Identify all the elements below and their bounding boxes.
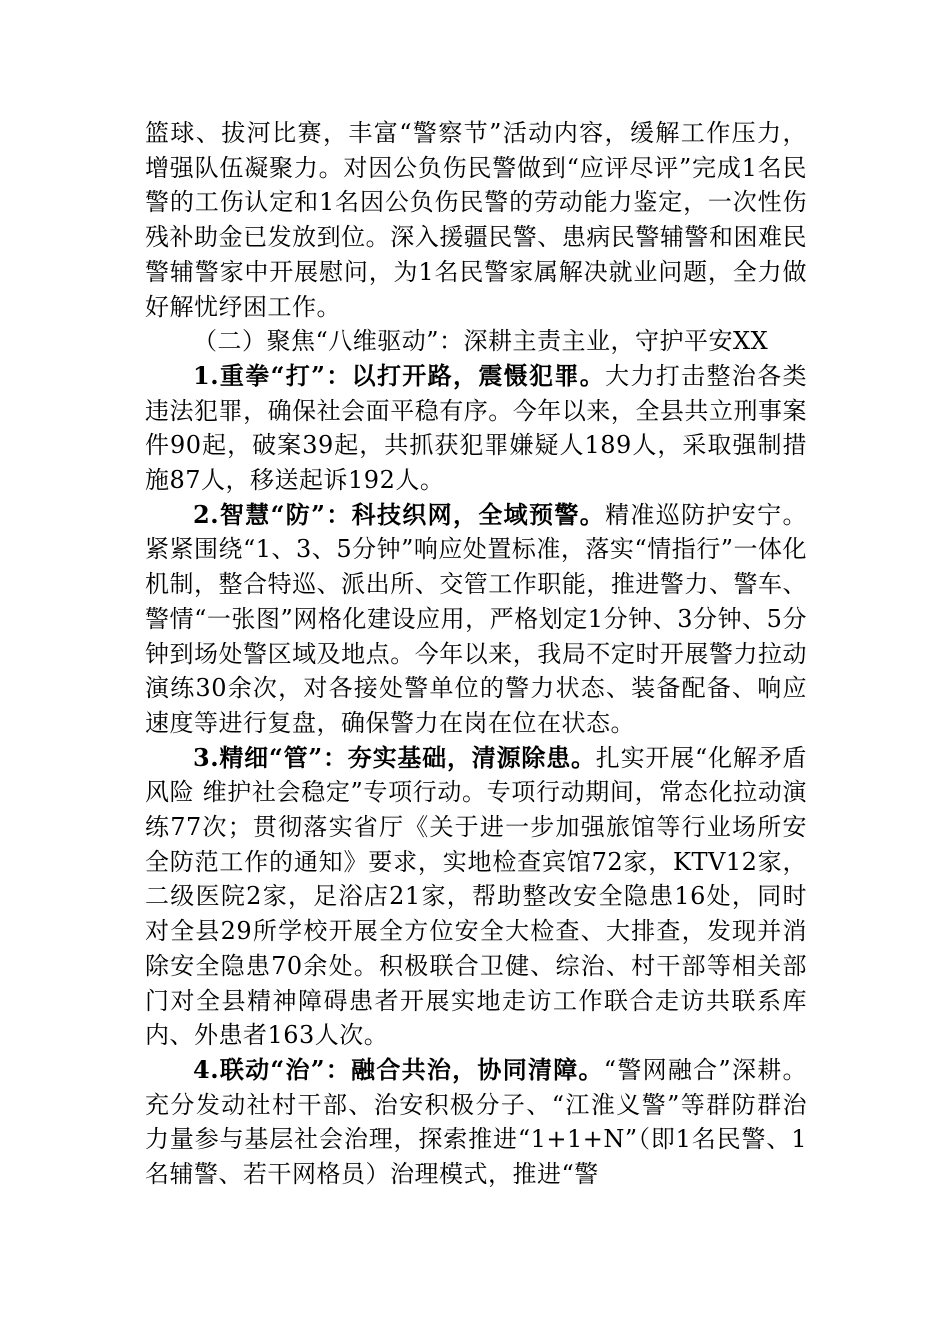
paragraph-lead: 4.联动“治”：融合共治，协同清障。 xyxy=(193,1054,604,1084)
section-heading xyxy=(145,324,807,359)
document-body xyxy=(145,116,807,1192)
paragraph-lead: 2.智慧“防”：科技织网，全域预警。 xyxy=(193,499,606,529)
paragraph-item-2 xyxy=(145,498,807,741)
paragraph-text: 扎实开展“化解矛盾风险 维护社会稳定”专项行动。专项行动期间，常态化拉动演练77次；贯彻落实省厅《关于进一步加强旅馆等行业场所安全防范工作的通知》要求，实地检查宾馆72家，KTV12家，二级医院2家，足浴店21家，帮助整改安全隐患16处，同时对全县29所学校开展全方位安全大检查、大排查，发现并消除安全隐患70余处。积极联合卫健、综治、村干部等相关部门对全县精神障碍患者开展实地走访工作联合走访共联系库内、外患者163人次。 xyxy=(145,743,807,1050)
paragraph-text: “警网融合”深耕。充分发动社村干部、治安积极分子、“江淮义警”等群防群治力量参与基层社会治理，探索推进“1+1+N”（即1名民警、1名辅警、若干网格员）治理模式，推进“警 xyxy=(145,1055,807,1189)
paragraph-continuation xyxy=(145,116,807,324)
paragraph-item-3 xyxy=(145,741,807,1053)
section-heading-text: （二）聚焦“八维驱动”：深耕主责主业，守护平安XX xyxy=(193,327,769,356)
paragraph-text: 篮球、拔河比赛，丰富“警察节”活动内容，缓解工作压力，增强队伍凝聚力。对因公负伤民警做到“应评尽评”完成1名民警的工伤认定和1名因公负伤民警的劳动能力鉴定，一次性伤残补助金已发放到位。深入援疆民警、患病民警辅警和困难民警辅警家中开展慰问，为1名民警家属解决就业问题，全力做好解忧纾困工作。 xyxy=(145,119,807,321)
paragraph-lead: 3.精细“管”：夯实基础，清源除患。 xyxy=(193,742,596,772)
paragraph-text: 大力打击整治各类违法犯罪，确保社会面平稳有序。今年以来，全县共立刑事案件90起，破案39起，共抓获犯罪嫌疑人189人，采取强制措施87人，移送起诉192人。 xyxy=(145,361,807,495)
paragraph-lead: 1.重拳“打”：以打开路，震慑犯罪。 xyxy=(193,360,606,390)
paragraph-text: 精准巡防护安宁。紧紧围绕“1、3、5分钟”响应处置标准，落实“情指行”一体化机制，整合特巡、派出所、交管工作职能，推进警力、警车、警情“一张图”网格化建设应用，严格划定1分钟、3分钟、5分钟到场处警区域及地点。今年以来，我局不定时开展警力拉动演练30余次，对各接处警单位的警力状态、装备配备、响应速度等进行复盘，确保警力在岗在位在状态。 xyxy=(145,500,807,737)
paragraph-item-4 xyxy=(145,1053,807,1192)
paragraph-item-1 xyxy=(145,359,807,498)
